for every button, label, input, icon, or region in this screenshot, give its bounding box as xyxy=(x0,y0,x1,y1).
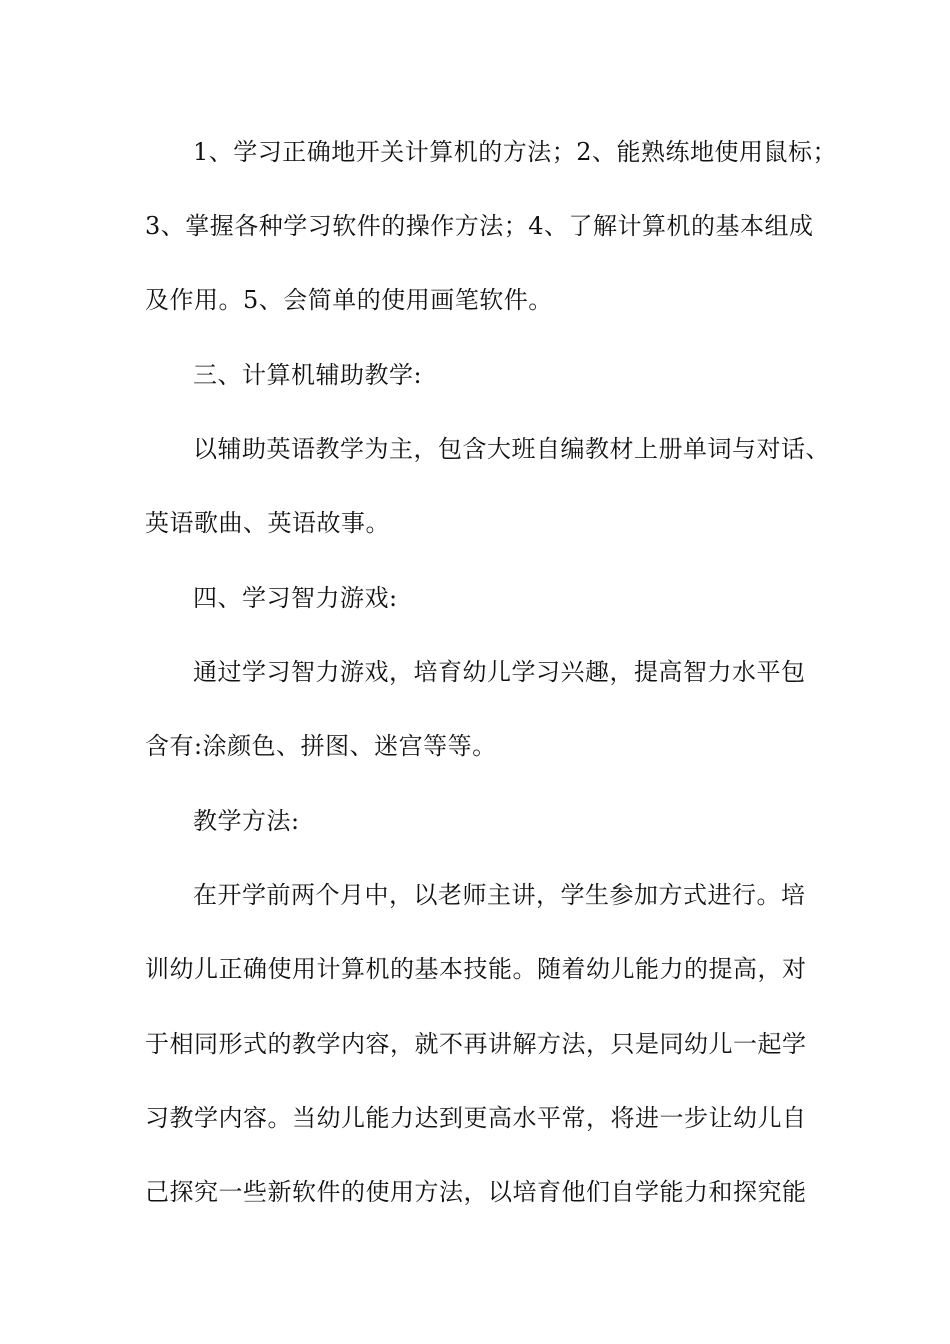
paragraph-line: 以辅助英语教学为主，包含大班自编教材上册单词与对话、 xyxy=(193,435,830,463)
paragraph-line: 3、掌握各种学习软件的操作方法；4、了解计算机的基本组成 xyxy=(145,212,814,240)
paragraph-line: 通过学习智力游戏，培育幼儿学习兴趣，提高智力水平包 xyxy=(193,658,806,686)
paragraph-line: 己探究一些新软件的使用方法，以培育他们自学能力和探究能 xyxy=(145,1178,807,1206)
paragraph-line: 及作用。5、会简单的使用画笔软件。 xyxy=(145,286,553,314)
section-heading: 教学方法: xyxy=(193,807,300,835)
paragraph-line: 英语歌曲、英语故事。 xyxy=(145,509,390,537)
paragraph-line: 含有:涂颜色、拼图、迷宫等等。 xyxy=(145,732,497,760)
paragraph-line: 于相同形式的教学内容，就不再讲解方法，只是同幼儿一起学 xyxy=(145,1030,807,1058)
section-heading: 四、学习智力游戏: xyxy=(193,584,398,612)
section-heading: 三、计算机辅助教学: xyxy=(193,361,423,389)
paragraph-line: 习教学内容。当幼儿能力达到更高水平常，将进一步让幼儿自 xyxy=(145,1104,807,1132)
paragraph-line: 在开学前两个月中，以老师主讲，学生参加方式进行。培 xyxy=(193,881,806,909)
paragraph-line: 训幼儿正确使用计算机的基本技能。随着幼儿能力的提高，对 xyxy=(145,955,807,983)
paragraph-line: 1、学习正确地开关计算机的方法；2、能熟练地使用鼠标； xyxy=(193,138,838,166)
